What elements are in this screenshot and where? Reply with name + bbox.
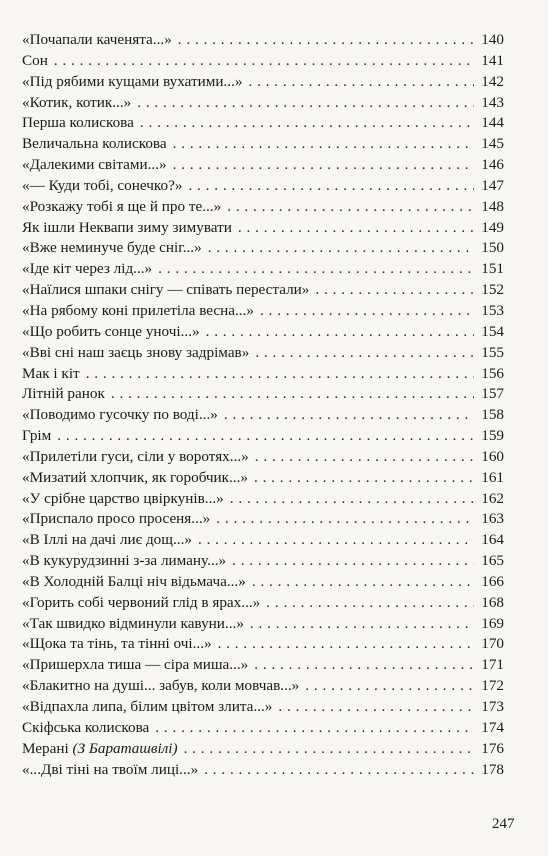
toc-page: 160 (481, 447, 504, 465)
page-number: 247 (492, 816, 515, 832)
toc-title: «У срібне царство цвіркунів...» (22, 489, 224, 507)
table-of-contents (22, 30, 504, 780)
toc-title: Величальна колискова (22, 135, 167, 153)
toc-page: 146 (481, 156, 504, 174)
toc-title: «Іде кіт через лід...» (22, 260, 153, 278)
toc-page: 166 (481, 572, 504, 590)
toc-entry (22, 739, 504, 760)
leader-dots (278, 697, 474, 718)
toc-entry (22, 30, 504, 51)
toc-entry (22, 426, 504, 447)
toc-title: «В Іллі на дачі лиє дощ...» (22, 531, 192, 549)
toc-title: Літній ранок (22, 385, 105, 403)
toc-page: 162 (481, 489, 504, 507)
toc-page: 171 (481, 656, 504, 674)
toc-page: 156 (481, 364, 504, 382)
toc-entry (22, 489, 504, 510)
leader-dots (227, 197, 474, 218)
leader-dots (137, 93, 474, 114)
toc-page: 152 (481, 281, 504, 299)
toc-title: «Вві сні наш заєць знову задрімав» (22, 343, 250, 361)
leader-dots (188, 176, 474, 197)
leader-dots (155, 718, 474, 739)
toc-title: «Горить собі червоний глід в ярах...» (22, 593, 261, 611)
toc-entry (22, 218, 504, 239)
leader-dots (238, 218, 474, 239)
toc-title: Як ішли Неквапи зиму зимувати (22, 218, 232, 236)
toc-page: 169 (481, 614, 504, 632)
toc-title: Грім (22, 427, 52, 445)
toc-entry (22, 718, 504, 739)
toc-title: «На рябому коні прилетіла весна...» (22, 301, 254, 319)
toc-title: «Так швидко відминули кавуни...» (22, 614, 244, 632)
toc-title (22, 739, 178, 760)
toc-title: «Розкажу тобі я ще й про те...» (22, 197, 222, 215)
toc-page: 164 (481, 531, 504, 549)
toc-page: 153 (481, 301, 504, 319)
toc-page: 174 (481, 718, 504, 736)
toc-title: Перша колискова (22, 114, 134, 132)
toc-entry (22, 530, 504, 551)
toc-page: 140 (481, 31, 504, 48)
leader-dots (173, 134, 474, 155)
toc-title: «Що робить сонце уночі...» (22, 322, 200, 340)
toc-entry (22, 572, 504, 593)
toc-entry (22, 176, 504, 197)
toc-title: «В кукурудзинні з-за лиману...» (22, 552, 227, 570)
leader-dots (86, 364, 474, 385)
leader-dots (198, 530, 474, 551)
leader-dots (206, 322, 474, 343)
leader-dots (254, 468, 474, 489)
toc-title: «Пришерхла тиша — сіра миша...» (22, 656, 249, 674)
leader-dots (111, 384, 474, 405)
toc-title: «Мизатий хлопчик, як горобчик...» (22, 468, 248, 486)
leader-dots (315, 280, 474, 301)
toc-title: Мак і кіт (22, 364, 80, 382)
toc-page: 176 (481, 739, 504, 757)
toc-page: 142 (481, 72, 504, 90)
toc-title-main: Мерані (22, 739, 69, 757)
leader-dots (252, 572, 474, 593)
toc-entry (22, 468, 504, 489)
leader-dots (254, 655, 474, 676)
toc-page: 159 (481, 427, 504, 445)
toc-page: 149 (481, 218, 504, 236)
toc-title: «Почапали каченята...» (22, 31, 172, 48)
toc-title-note: (З Бараташвілі) (72, 739, 178, 757)
toc-page: 157 (481, 385, 504, 403)
toc-title: «Прилетіли гуси, сіли у воротях...» (22, 447, 249, 465)
toc-page: 178 (481, 760, 504, 778)
toc-title: «Блакитно на душі... забув, коли мовчав...» (22, 677, 300, 695)
leader-dots (140, 113, 474, 134)
leader-dots (208, 238, 474, 259)
toc-page: 165 (481, 552, 504, 570)
toc-entry (22, 551, 504, 572)
leader-dots (216, 509, 474, 530)
toc-entry (22, 614, 504, 635)
toc-entry (22, 259, 504, 280)
leader-dots (218, 634, 474, 655)
toc-page: 163 (481, 510, 504, 528)
toc-entry (22, 134, 504, 155)
toc-entry (22, 72, 504, 93)
toc-entry (22, 322, 504, 343)
toc-page: 150 (481, 239, 504, 257)
toc-entry (22, 384, 504, 405)
leader-dots (250, 614, 474, 635)
toc-entry (22, 447, 504, 468)
toc-page: 143 (481, 93, 504, 111)
toc-entry (22, 113, 504, 134)
toc-entry (22, 634, 504, 655)
toc-page: 148 (481, 197, 504, 215)
toc-page: 154 (481, 322, 504, 340)
leader-dots (255, 447, 474, 468)
leader-dots (173, 155, 474, 176)
leader-dots (230, 489, 474, 510)
toc-page: 172 (481, 677, 504, 695)
toc-page: 141 (481, 51, 504, 69)
toc-page: 161 (481, 468, 504, 486)
leader-dots (260, 301, 474, 322)
leader-dots (305, 676, 474, 697)
toc-entry (22, 238, 504, 259)
toc-title: «Під рябими кущами вухатими...» (22, 72, 243, 90)
toc-entry (22, 405, 504, 426)
leader-dots (248, 72, 474, 93)
leader-dots (266, 593, 474, 614)
toc-title: «...Дві тіні на твоїм лиці...» (22, 760, 199, 778)
toc-page: 151 (481, 260, 504, 278)
toc-title: «Щока та тінь, та тінні очі...» (22, 635, 212, 653)
toc-entry (22, 301, 504, 322)
leader-dots (184, 739, 474, 760)
toc-entry (22, 364, 504, 385)
toc-entry (22, 343, 504, 364)
toc-entry (22, 593, 504, 614)
toc-entry (22, 655, 504, 676)
toc-entry (22, 280, 504, 301)
toc-title: «Приспало просо просеня...» (22, 510, 211, 528)
toc-title: «В Холодній Балці ніч відьмача...» (22, 572, 246, 590)
toc-entry (22, 760, 504, 781)
leader-dots (232, 551, 474, 572)
toc-title: «Поводимо гусочку по воді...» (22, 406, 218, 424)
toc-entry (22, 197, 504, 218)
toc-page: 147 (481, 176, 504, 194)
toc-entry (22, 93, 504, 114)
leader-dots (178, 30, 474, 51)
toc-page: 168 (481, 593, 504, 611)
leader-dots (204, 760, 474, 781)
toc-title: «— Куди тобі, сонечко?» (22, 176, 183, 194)
toc-title: «Відпахла липа, білим цвітом злита...» (22, 698, 273, 715)
toc-title: «Наїлися шпаки снігу — співать перестали» (22, 281, 310, 299)
toc-page: 170 (481, 635, 504, 653)
toc-title: «Вже неминуче буде сніг...» (22, 239, 202, 257)
toc-entry (22, 509, 504, 530)
toc-entry (22, 697, 504, 718)
toc-entry (22, 51, 504, 72)
toc-page: 158 (481, 406, 504, 424)
leader-dots (57, 426, 474, 447)
toc-title: Сон (22, 51, 48, 69)
leader-dots (158, 259, 474, 280)
leader-dots (54, 51, 474, 72)
leader-dots (224, 405, 474, 426)
toc-title: «Далекими світами...» (22, 156, 167, 174)
toc-page: 144 (481, 114, 504, 132)
toc-page: 145 (481, 135, 504, 153)
toc-entry (22, 676, 504, 697)
toc-page: 173 (481, 698, 504, 715)
toc-title: Скіфська колискова (22, 718, 150, 736)
toc-entry (22, 155, 504, 176)
toc-page: 155 (481, 343, 504, 361)
toc-title: «Котик, котик...» (22, 93, 132, 111)
leader-dots (255, 343, 474, 364)
